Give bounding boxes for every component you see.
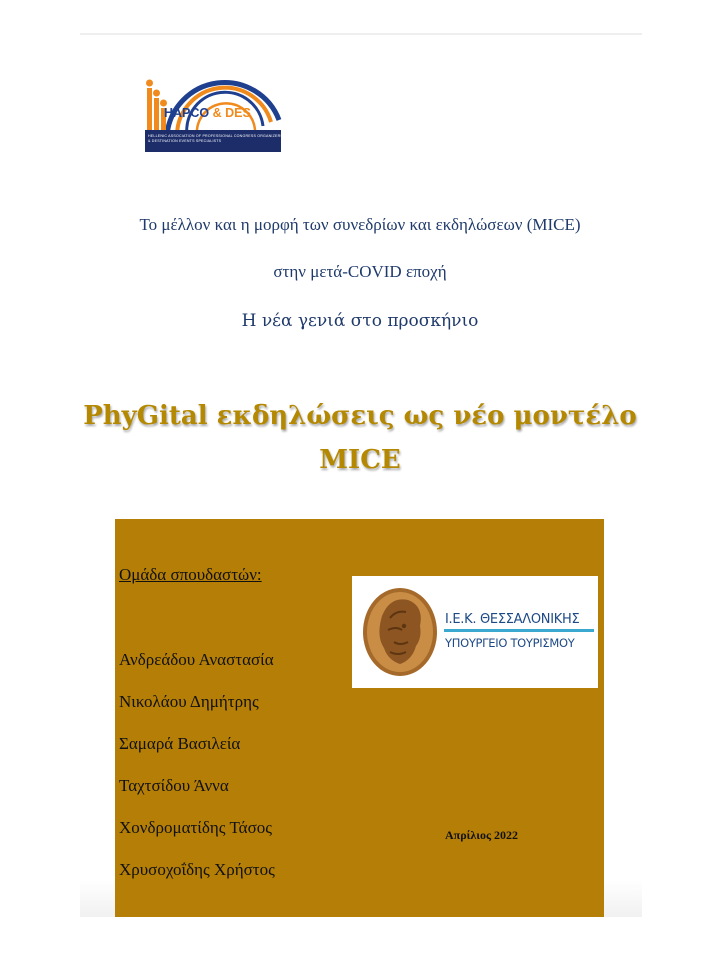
team-member: Χρυσοχοΐδης Χρήστος bbox=[119, 860, 275, 879]
document-date: Απρίλιος 2022 bbox=[445, 828, 519, 842]
team-member: Νικολάου Δημήτρης bbox=[119, 692, 259, 711]
team-member: Χονδροματίδης Τάσος bbox=[119, 818, 272, 837]
hapco-logo-line2: & DESTINATION EVENTS SPECIALISTS bbox=[148, 139, 222, 143]
team-member: Ταχτσίδου Άννα bbox=[119, 776, 229, 795]
main-title-line1: PhyGital εκδηλώσεις ως νέο μοντέλο bbox=[83, 401, 637, 431]
team-member: Ανδρεάδου Αναστασία bbox=[119, 650, 274, 669]
ancient-coin-head-icon bbox=[360, 586, 440, 678]
subtitle-line1: Το μέλλον και η μορφή των συνεδρίων και εκδηλώσεων (MICE) bbox=[139, 215, 581, 234]
iek-ministry: ΥΠΟΥΡΓΕΙΟ ΤΟΥΡΙΣΜΟΥ bbox=[445, 636, 575, 650]
hapco-logo-name: HAPCO & DES bbox=[164, 106, 251, 120]
iek-logo bbox=[352, 576, 598, 688]
hapco-logo-band bbox=[145, 130, 284, 152]
iek-name: Ι.Ε.Κ. ΘΕΣΣΑΛΟΝΙΚΗΣ bbox=[445, 612, 580, 627]
team-label: Ομάδα σπουδαστών: bbox=[119, 565, 262, 584]
hapco-logo-line1: HELLENIC ASSOCIATION OF PROFESSIONAL CONGRESS ORGANIZERS bbox=[148, 134, 284, 138]
subtitle-line3: Η νέα γενιά στο προσκήνιο bbox=[241, 311, 479, 331]
subtitle-line2: στην μετά-COVID εποχή bbox=[273, 262, 447, 281]
main-title-line2: MICE bbox=[319, 445, 401, 475]
team-member: Σαμαρά Βασιλεία bbox=[119, 734, 241, 753]
iek-divider bbox=[444, 629, 594, 632]
